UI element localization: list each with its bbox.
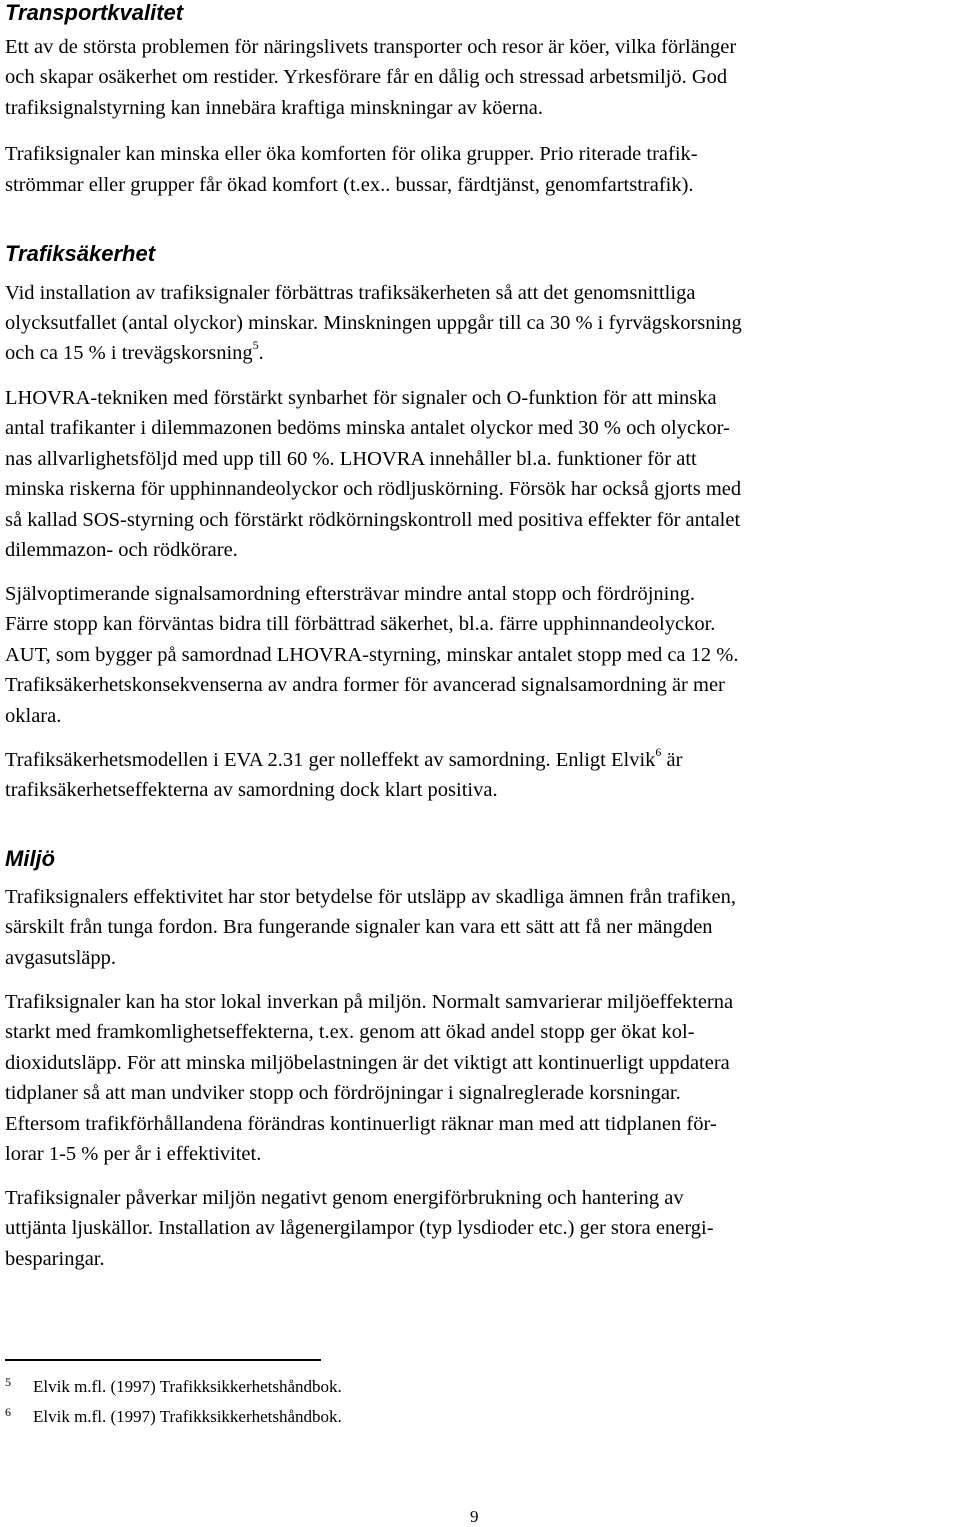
paragraph-line: LHOVRA-tekniken med förstärkt synbarhet för signaler och O-funktion för att minska (5, 387, 717, 409)
paragraph-line: Trafiksignaler påverkar miljön negativt genom energiförbrukning och hantering av (5, 1187, 684, 1209)
paragraph-line: lorar 1-5 % per år i effektivitet. (5, 1143, 262, 1165)
paragraph-line: Trafiksignaler kan ha stor lokal inverkan på miljön. Normalt samvarierar miljöeffekterna (5, 991, 734, 1013)
paragraph-line: nas allvarlighetsföljd med upp till 60 %. LHOVRA innehåller bl.a. funktioner för att (5, 448, 697, 470)
paragraph-line: Ett av de största problemen för näringslivets transporter och resor är köer, vilka förlänger (5, 36, 737, 58)
paragraph-line: besparingar. (5, 1248, 105, 1270)
paragraph-line: särskilt från tunga fordon. Bra fungerande signaler kan vara ett sätt att få ner mängden (5, 916, 713, 938)
line-text: Trafiksäkerhetsmodellen i EVA 2.31 ger nolleffekt av samordning. Enligt Elvik (5, 749, 656, 771)
paragraph-line: trafiksignalstyrning kan innebära kraftiga minskningar av köerna. (5, 97, 543, 119)
paragraph-line: tidplaner så att man undviker stopp och fördröjningar i signalreglerade korsningar. (5, 1082, 681, 1104)
footnote-number: 5 (5, 1375, 11, 1389)
line-text-end: . (258, 342, 264, 364)
paragraph-line: strömmar eller grupper får ökad komfort (t.ex.. bussar, färdtjänst, genomfartstrafik). (5, 174, 694, 196)
footnote (5, 1406, 342, 1429)
paragraph-line: avgasutsläpp. (5, 947, 117, 969)
paragraph-line: Trafiksäkerhetskonsekvenserna av andra former för avancerad signalsamordning är mer (5, 674, 725, 696)
paragraph-line: antal trafikanter i dilemmazonen bedöms minska antalet olyckor med 30 % och olyckor- (5, 417, 730, 439)
footnote (5, 1376, 342, 1399)
footnote-ref-6[interactable]: 6 (655, 745, 662, 760)
paragraph-line: Trafiksignalers effektivitet har stor betydelse för utsläpp av skadliga ämnen från trafiken, (5, 886, 736, 908)
paragraph-line: AUT, som bygger på samordnad LHOVRA-styrning, minskar antalet stopp med ca 12 %. (5, 644, 739, 666)
paragraph-line: och skapar osäkerhet om restider. Yrkesförare får en dålig och stressad arbetsmiljö. God (5, 66, 728, 88)
line-text-end: är (661, 749, 683, 771)
paragraph-line: Självoptimerande signalsamordning eftersträvar mindre antal stopp och fördröjning. (5, 583, 695, 605)
paragraph-line: Eftersom trafikförhållandena förändras kontinuerligt räknar man med att tidplanen för- (5, 1113, 717, 1135)
paragraph-line: oklara. (5, 705, 62, 727)
footnote-text: Elvik m.fl. (1997) Trafikksikkerhetshåndbok. (33, 1407, 342, 1426)
paragraph-line (5, 746, 682, 774)
paragraph-line: Trafiksignaler kan minska eller öka komforten för olika grupper. Prio riterade trafik- (5, 143, 698, 165)
footnote-number: 6 (5, 1405, 11, 1419)
paragraph-line: uttjänta ljuskällor. Installation av lågenergilampor (typ lysdioder etc.) ger stora energi- (5, 1217, 714, 1239)
page-number: 9 (470, 1507, 479, 1526)
paragraph-line: Vid installation av trafiksignaler förbättras trafiksäkerheten så att det genomsnittliga (5, 282, 696, 304)
line-text: och ca 15 % i trevägskorsning (5, 342, 253, 364)
footnote-ref-5[interactable]: 5 (252, 338, 259, 353)
paragraph-line: dioxidutsläpp. För att minska miljöbelastningen är det viktigt att kontinuerligt uppdatera (5, 1052, 730, 1074)
paragraph-line: dilemmazon- och rödkörare. (5, 539, 238, 561)
paragraph-line: Färre stopp kan förväntas bidra till förbättrad säkerhet, bl.a. färre upphinnandeolyckor. (5, 613, 716, 635)
paragraph-line (5, 339, 264, 367)
heading-transportkvalitet: Transportkvalitet (5, 0, 184, 25)
footnote-divider (5, 1359, 321, 1361)
paragraph-line: trafiksäkerhetseffekterna av samordning dock klart positiva. (5, 779, 498, 801)
paragraph-line: starkt med framkomlighetseffekterna, t.ex. genom att ökad andel stopp ger ökat kol- (5, 1021, 695, 1043)
heading-trafiksakerhet: Trafiksäkerhet (5, 241, 156, 266)
paragraph-line: så kallad SOS-styrning och förstärkt rödkörningskontroll med positiva effekter för antalet (5, 509, 741, 531)
paragraph-line: minska riskerna för upphinnandeolyckor och rödljuskörning. Försök har också gjorts med (5, 478, 742, 500)
footnote-text: Elvik m.fl. (1997) Trafikksikkerhetshåndbok. (33, 1377, 342, 1396)
paragraph-line: olycksutfallet (antal olyckor) minskar. Minskningen uppgår till ca 30 % i fyrvägskorsning (5, 312, 742, 334)
heading-miljo: Miljö (5, 846, 56, 871)
